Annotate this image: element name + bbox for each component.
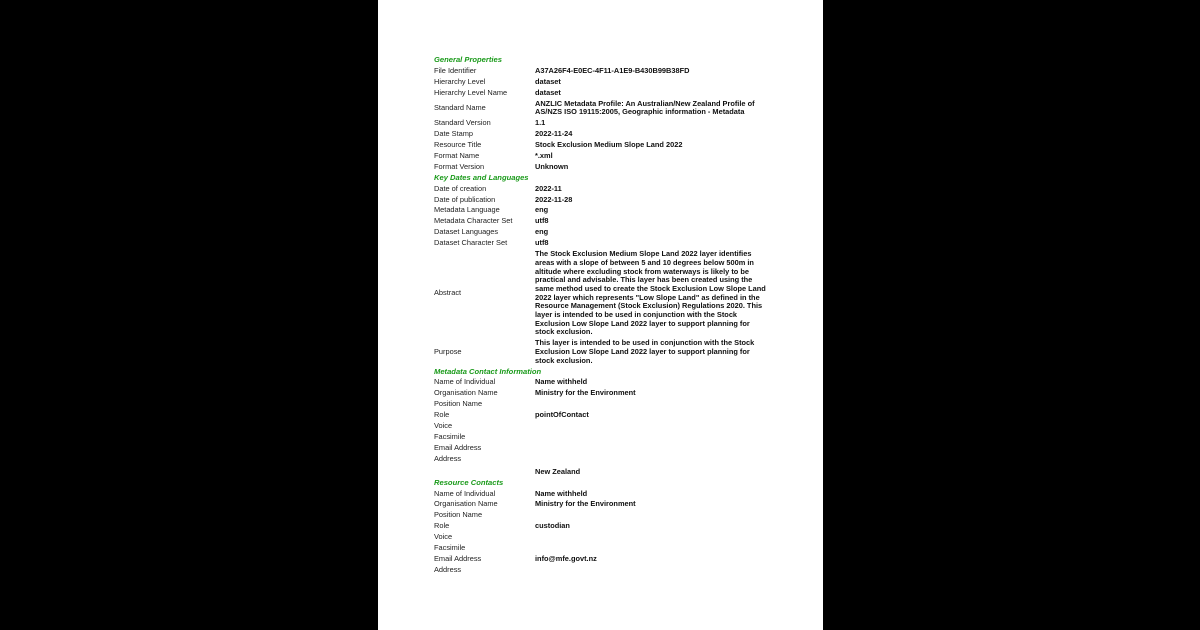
row-email-address [434, 443, 769, 454]
row-name-of-individual [434, 489, 769, 500]
section-title-key-dates-languages: Key Dates and Languages [434, 172, 529, 182]
field-value: This layer is intended to be used in conjunction with the Stock Exclusion Low Slope Land 2022 layer to support planning for stock exclusion. [535, 338, 755, 365]
row-standard-version [434, 118, 769, 129]
row-date-stamp [434, 129, 769, 140]
field-value: *.xml [535, 150, 553, 160]
field-value: Name withheld [535, 377, 588, 387]
field-value: 2022-11-24 [535, 129, 573, 139]
field-value: eng [535, 227, 549, 237]
field-value: 2022-11 [535, 183, 562, 193]
field-label: Organisation Name [434, 499, 498, 509]
row-name-of-individual [434, 377, 769, 388]
row-voice [434, 421, 769, 432]
row-metadata-language [434, 205, 769, 216]
row-purpose [434, 338, 769, 366]
row-abstract [434, 249, 769, 338]
field-label: Name of Individual [434, 377, 496, 387]
section-title-resource-contacts: Resource Contacts [434, 477, 504, 487]
row-resource-title [434, 140, 769, 151]
field-value: Stock Exclusion Medium Slope Land 2022 [535, 140, 683, 150]
field-label: Voice [434, 421, 453, 431]
field-label: Facsimile [434, 432, 466, 441]
field-value: A37A26F4-E0EC-4F11-A1E9-B430B99B38FD [535, 65, 690, 75]
row-hierarchy-level-name [434, 88, 769, 99]
row-role [434, 521, 769, 532]
field-value: Name withheld [535, 488, 588, 498]
field-label: Name of Individual [434, 488, 496, 498]
row-position-name [434, 399, 769, 410]
row-date-of-publication [434, 195, 769, 206]
field-value: Unknown [535, 161, 569, 171]
field-label: Position Name [434, 510, 483, 520]
field-label: Format Name [434, 150, 480, 160]
field-value: Ministry for the Environment [535, 499, 636, 509]
field-label: Hierarchy Level [434, 76, 486, 86]
row-facsimile [434, 543, 769, 554]
field-label: Address [434, 453, 462, 463]
field-label: Metadata Character Set [434, 216, 513, 226]
row-hierarchy-level [434, 77, 769, 88]
row-position-name [434, 510, 769, 521]
field-value: 2022-11-28 [535, 194, 573, 204]
field-label: Dataset Character Set [434, 238, 508, 248]
field-label: Role [434, 410, 450, 420]
field-label: Metadata Language [434, 205, 500, 215]
field-label: Date Stamp [434, 129, 474, 139]
field-label: Purpose [434, 346, 462, 356]
row-standard-name [434, 99, 769, 119]
field-value: dataset [535, 76, 561, 86]
section-title-general-properties: General Properties [434, 55, 502, 64]
field-value: 1.1 [535, 118, 546, 128]
row-metadata-character-set [434, 216, 769, 227]
field-label: Role [434, 521, 450, 531]
field-label: Abstract [434, 288, 462, 298]
field-label: Format Version [434, 161, 485, 171]
row-voice [434, 532, 769, 543]
field-label: File Identifier [434, 65, 477, 75]
field-label: Address [434, 564, 462, 574]
document-page [378, 0, 823, 630]
row-format-version [434, 162, 769, 173]
field-label: Email Address [434, 442, 482, 452]
row-dataset-character-set [434, 238, 769, 249]
row-role [434, 410, 769, 421]
field-value: utf8 [535, 238, 549, 248]
section-title-metadata-contact: Metadata Contact Information [434, 366, 542, 376]
row-date-of-creation [434, 184, 769, 195]
field-value: Ministry for the Environment [535, 388, 636, 398]
field-value: The Stock Exclusion Medium Slope Land 2022 layer identifies areas with a slope of between 5 and 10 degrees below 500m in altitude where excluding stock from waterways is likely to be practical and advisable. This layer has been created using the same method used to create the Stock Exclusion Low Slope Land 2022 layer which represents "Low Slope Land" as defined in the Resource Management (Stock Exclusion) Regulations 2020. This layer is intended to be used in conjunction with the Stock Exclusion Low Slope Land 2022 layer to support planning for stock exclusion. [535, 249, 766, 337]
row-organisation-name [434, 388, 769, 399]
field-label: Facsimile [434, 543, 466, 553]
row-format-name [434, 151, 769, 162]
field-label: Hierarchy Level Name [434, 87, 508, 97]
row-address-country [434, 467, 769, 478]
field-value: eng [535, 205, 549, 215]
field-value: New Zealand [535, 466, 581, 476]
field-label: Resource Title [434, 140, 482, 150]
field-value: pointOfContact [535, 410, 589, 420]
row-address [434, 454, 769, 465]
field-label: Voice [434, 532, 453, 542]
row-dataset-languages [434, 227, 769, 238]
field-value: utf8 [535, 216, 549, 226]
field-value: custodian [535, 521, 570, 531]
field-label: Standard Name [434, 102, 486, 112]
row-file-identifier [434, 66, 769, 77]
metadata-report [434, 55, 769, 576]
field-label: Date of creation [434, 183, 487, 193]
field-label: Dataset Languages [434, 227, 499, 237]
field-label: Email Address [434, 553, 482, 563]
field-label: Organisation Name [434, 388, 498, 398]
field-label: Standard Version [434, 118, 491, 128]
email-link[interactable]: info@mfe.govt.nz [535, 553, 597, 563]
field-value: dataset [535, 87, 561, 97]
row-organisation-name [434, 499, 769, 510]
field-label: Date of publication [434, 194, 496, 204]
field-value: ANZLIC Metadata Profile: An Australian/New Zealand Profile of AS/NZS ISO 19115:2005, Geographic information - Metadata [535, 98, 755, 117]
row-email-address [434, 554, 769, 565]
row-facsimile [434, 432, 769, 443]
field-label: Position Name [434, 399, 483, 409]
row-address [434, 565, 769, 576]
